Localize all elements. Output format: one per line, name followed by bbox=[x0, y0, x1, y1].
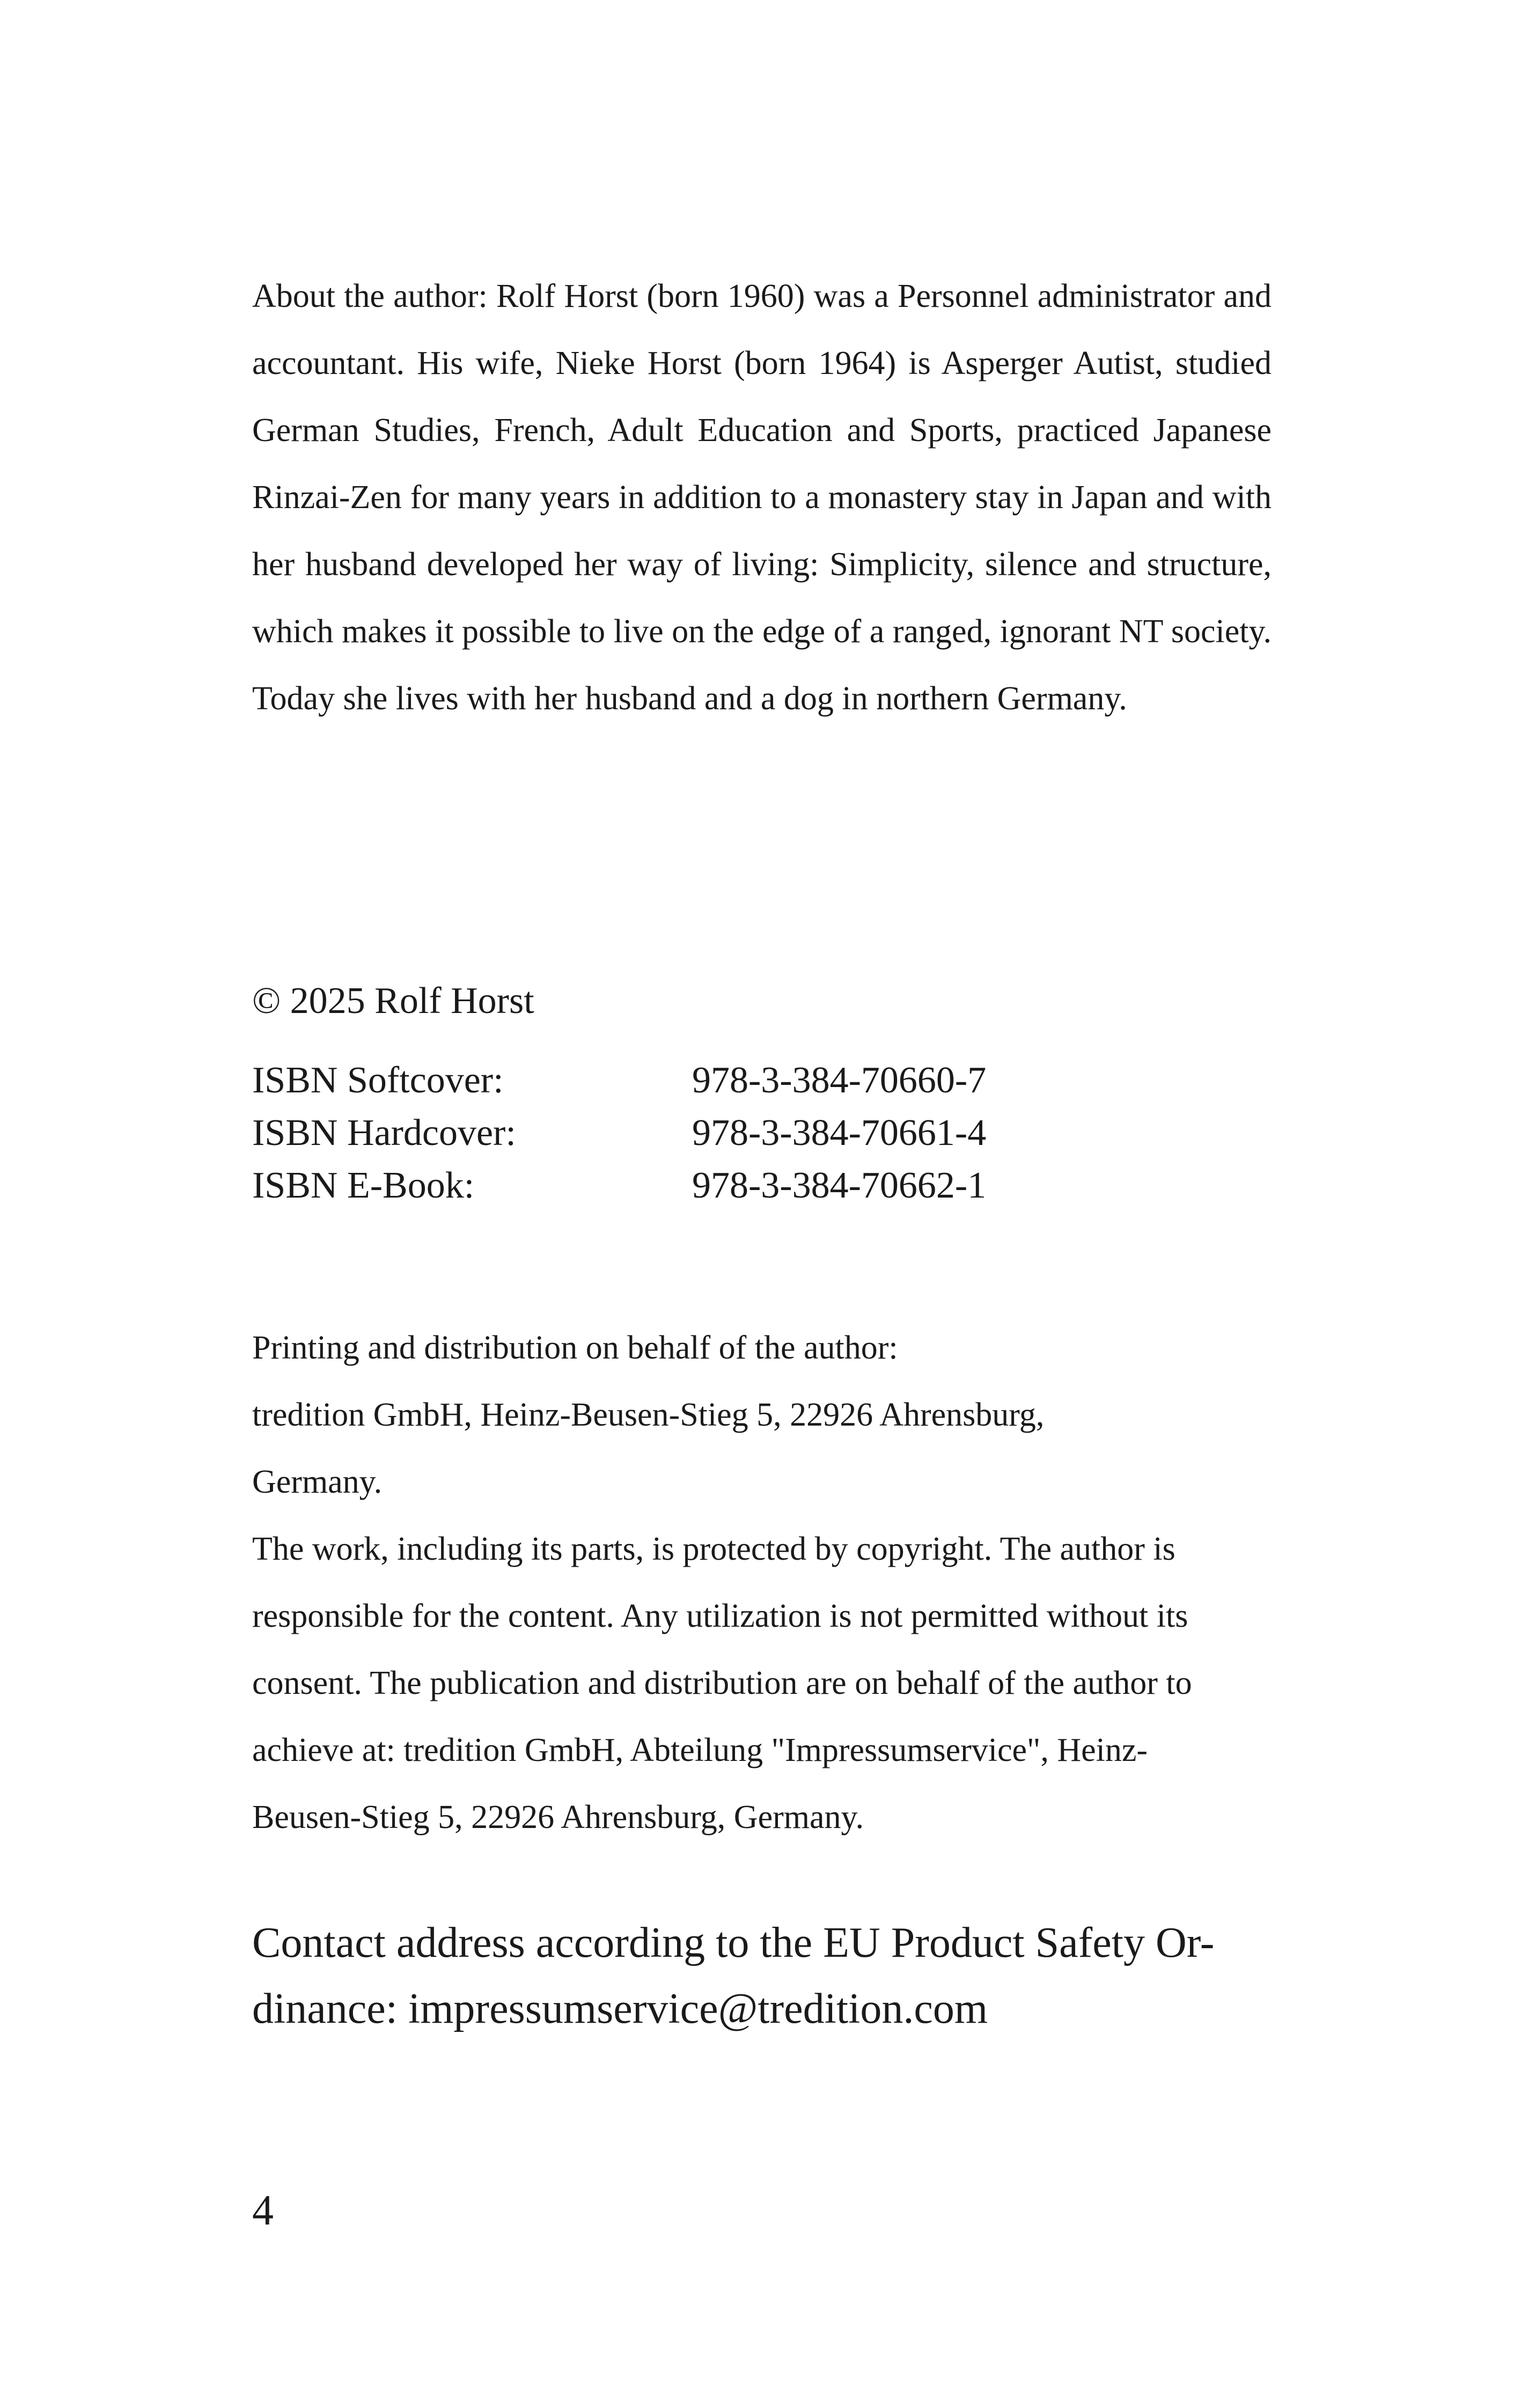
about-the-author-paragraph: About the author: Rolf Horst (born 1960) was a Personnel administrator and accountant. His wife, Nieke Horst (born 1964) is Asperger Autist, studied German Studies, French, Adult Education and Sports, practiced Japanese Rinzai-Zen for many years in addition to a monastery stay in Japan and with her husband developed her way of living: Simplicity, silence and structure, which makes it possible to live on the edge of a ranged, ignorant NT society. Today she lives with her husband and a dog in northern Germany. bbox=[252, 278, 1272, 717]
isbn-value: 978-3-384-70661-4 bbox=[692, 1112, 987, 1154]
imprint-line: consent. The publication and distribution are on behalf of the author to bbox=[252, 1665, 1192, 1701]
imprint-section bbox=[252, 1315, 1272, 1851]
imprint-line: Germany. bbox=[252, 1464, 383, 1500]
isbn-row-softcover bbox=[252, 1054, 986, 1107]
page-number: 4 bbox=[252, 2187, 274, 2234]
contact-line: Contact address according to the EU Product Safety Or- bbox=[252, 1919, 1215, 1966]
contact-address-section bbox=[252, 1910, 1272, 2042]
isbn-value: 978-3-384-70660-7 bbox=[692, 1060, 987, 1101]
contact-line: dinance: impressumservice@tredition.com bbox=[252, 1985, 988, 2032]
isbn-row-ebook bbox=[252, 1159, 986, 1212]
isbn-label: ISBN Hardcover: bbox=[252, 1112, 516, 1154]
isbn-row-hardcover bbox=[252, 1107, 986, 1159]
copyright-notice: © 2025 Rolf Horst bbox=[252, 980, 534, 1022]
isbn-label: ISBN E-Book: bbox=[252, 1165, 475, 1206]
imprint-line: The work, including its parts, is protected by copyright. The author is bbox=[252, 1531, 1175, 1567]
imprint-line: Printing and distribution on behalf of the author: bbox=[252, 1330, 898, 1366]
isbn-label: ISBN Softcover: bbox=[252, 1060, 504, 1101]
isbn-value: 978-3-384-70662-1 bbox=[692, 1165, 987, 1206]
imprint-line: achieve at: tredition GmbH, Abteilung "Impressumservice", Heinz- bbox=[252, 1732, 1148, 1768]
imprint-line: Beusen-Stieg 5, 22926 Ahrensburg, Germany. bbox=[252, 1799, 864, 1836]
imprint-line: responsible for the content. Any utilization is not permitted without its bbox=[252, 1598, 1188, 1634]
isbn-table bbox=[252, 1054, 986, 1212]
imprint-line: tredition GmbH, Heinz-Beusen-Stieg 5, 22926 Ahrensburg, bbox=[252, 1397, 1045, 1433]
